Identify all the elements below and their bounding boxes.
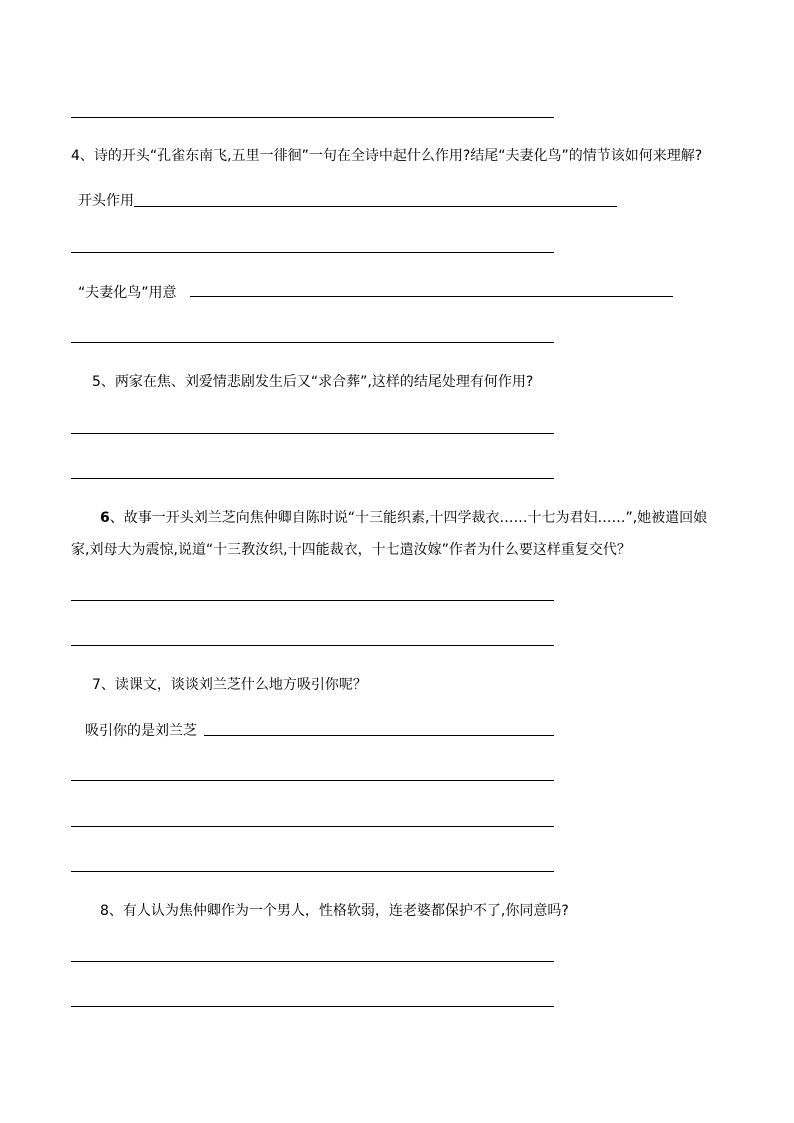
question-5-text: 5、两家在焦、刘爱情悲剧发生后又“求合葬”,这样的结尾处理有何作用?	[92, 374, 534, 390]
opening-function-answer-line[interactable]	[134, 206, 617, 207]
answer-line[interactable]	[71, 961, 554, 962]
question-4-text: 4、诗的开头“孔雀东南飞,五里一徘徊”一句在全诗中起什么作用?结尾“夫妻化鸟”的情节该如何来理解?	[71, 148, 703, 164]
couple-birds-answer-line[interactable]	[190, 296, 673, 297]
question-8-text: 8、有人认为焦仲卿作为一个男人，性格软弱，连老婆都保护不了,你同意吗?	[100, 903, 569, 919]
answer-line[interactable]	[71, 871, 554, 872]
question-6-line-1	[100, 508, 707, 528]
answer-line[interactable]	[71, 478, 554, 479]
answer-line[interactable]	[71, 645, 554, 646]
attraction-answer-line[interactable]	[204, 735, 554, 736]
answer-line[interactable]	[71, 1006, 554, 1007]
answer-line[interactable]	[71, 780, 554, 781]
answer-line[interactable]	[71, 117, 554, 118]
answer-line[interactable]	[71, 252, 554, 253]
question-7-text: 7、读课文，谈谈刘兰芝什么地方吸引你呢？	[92, 677, 367, 693]
question-6-line-2: 家,刘母大为震惊,说道“十三教汝织,十四能裁衣，十七遣汝嫁”作者为什么要这样重复交代？	[71, 542, 631, 558]
opening-function-label: 开头作用	[78, 193, 134, 209]
answer-line[interactable]	[71, 433, 554, 434]
couple-birds-meaning-label: “夫妻化鸟”用意	[78, 285, 177, 301]
attraction-label: 吸引你的是刘兰芝	[85, 723, 197, 739]
answer-line[interactable]	[71, 600, 554, 601]
answer-line[interactable]	[71, 826, 554, 827]
question-6-text-part1: 、故事一开头刘兰芝向焦仲卿自陈时说“十三能织素,十四学裁衣……十七为君妇……”,她被遣回娘	[109, 510, 708, 526]
question-6-number: 6	[100, 510, 110, 526]
answer-line[interactable]	[71, 342, 554, 343]
